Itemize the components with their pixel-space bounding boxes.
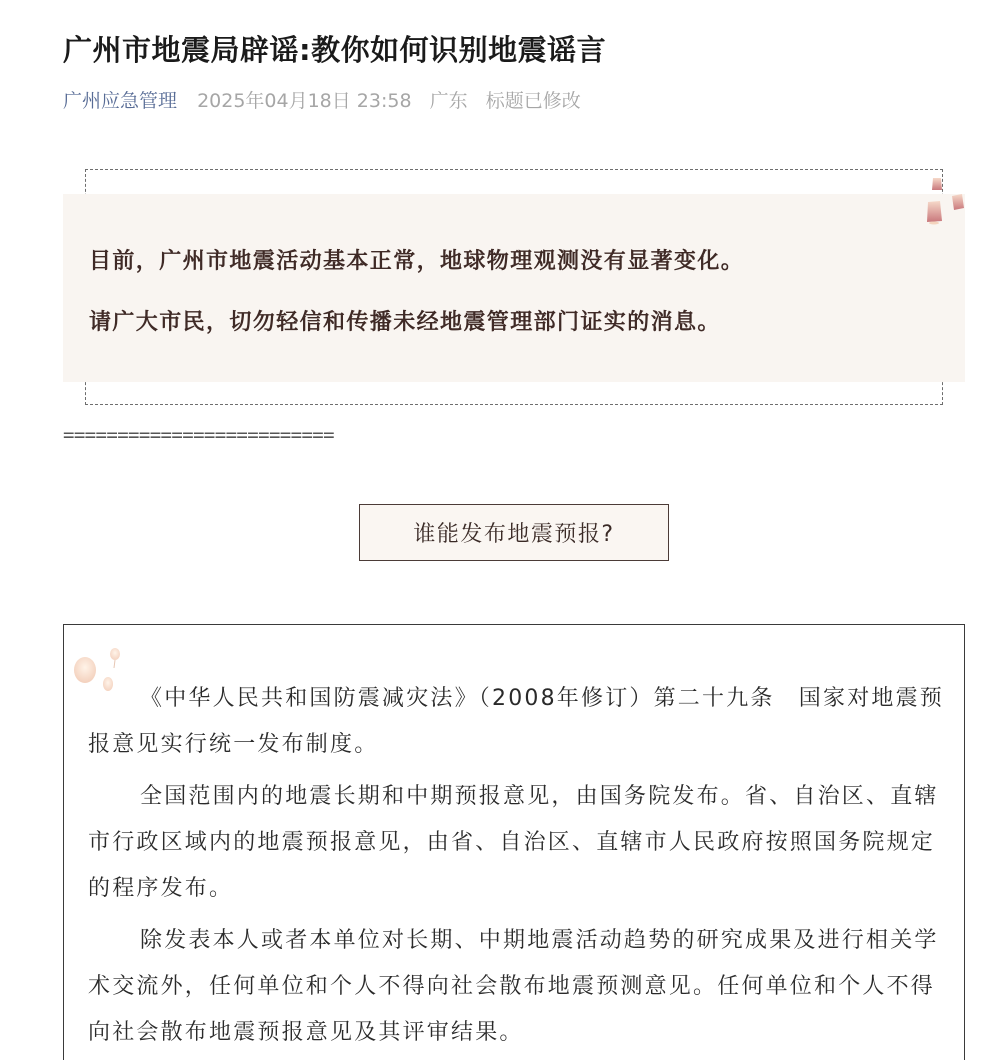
- law-paragraph-2: 全国范围内的地震长期和中期预报意见，由国务院发布。省、自治区、直辖市行政区域内的地震预报意见，由省、自治区、直辖市人民政府按照国务院规定的程序发布。: [88, 784, 939, 901]
- notice-line-2: 请广大市民，切勿轻信和传播未经地震管理部门证实的消息。: [89, 310, 721, 335]
- publish-date: 2025年04月18日 23:58: [197, 90, 412, 112]
- separator-line: =========================: [63, 424, 334, 446]
- title-edited-note: 标题已修改: [485, 90, 581, 112]
- notice-line-1: 目前，广州市地震活动基本正常，地球物理观测没有显著变化。: [89, 249, 745, 274]
- lantern-decoration-icon: [924, 175, 968, 229]
- article-title: 广州市地震局辟谣:教你如何识别地震谣言: [63, 33, 607, 67]
- law-paragraph-1: 《中华人民共和国防震减灾法》（2008年修订）第二十九条 国家对地震预报意见实行统一发布制度。: [88, 686, 944, 757]
- article-meta: [63, 86, 593, 113]
- account-name-link[interactable]: 广州应急管理: [63, 90, 178, 112]
- notice-card: [63, 194, 965, 382]
- question-heading-box: 谁能发布地震预报?: [359, 504, 669, 561]
- publish-location: 广东: [429, 90, 468, 112]
- law-paragraph-3: 除发表本人或者本单位对长期、中期地震活动趋势的研究成果及进行相关学术交流外，任何单位和个人不得向社会散布地震预测意见。任何单位和个人不得向社会散布地震预报意见及其评审结果。: [88, 928, 939, 1045]
